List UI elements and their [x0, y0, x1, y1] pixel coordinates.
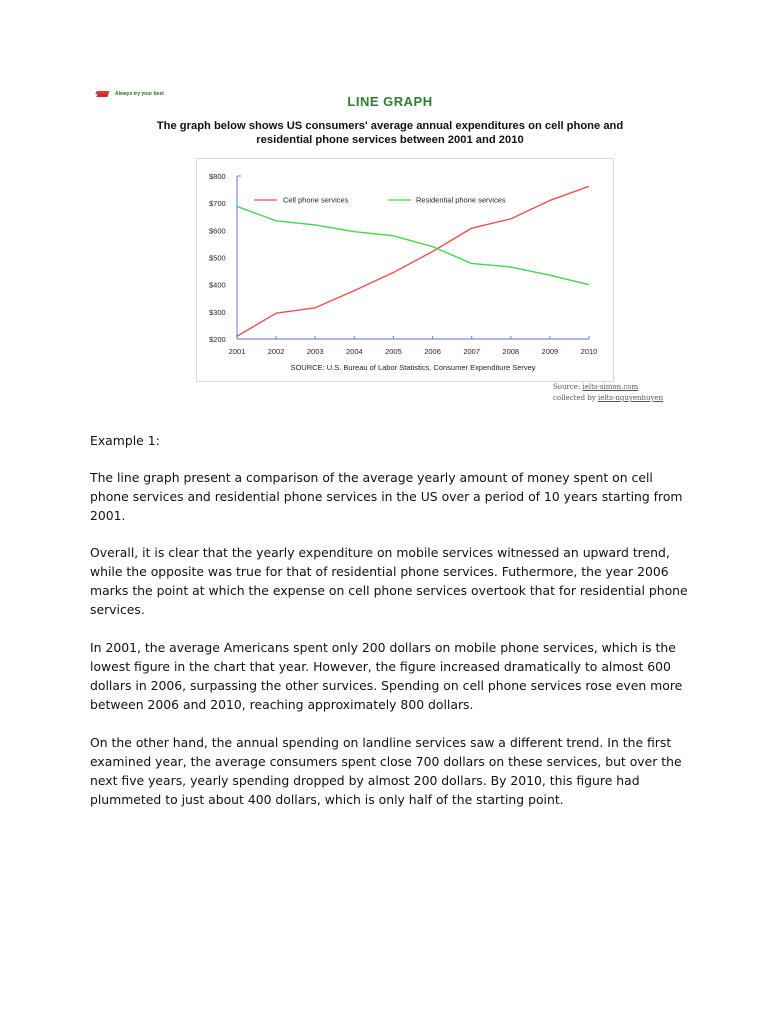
y-tick-label: $800 — [209, 172, 226, 181]
x-tick-label: 2008 — [502, 347, 520, 356]
source-credit — [553, 383, 638, 391]
y-tick-label: $300 — [209, 307, 226, 317]
collector-credit-link[interactable]: ielts-nguyenhuyen — [598, 394, 664, 402]
chart-source-label: SOURCE: U.S. Bureau of Labor Statistics, Consumer Expenditure Servey — [290, 363, 536, 372]
x-tick-label: 2010 — [580, 347, 598, 356]
paragraph-landline — [90, 733, 690, 809]
legend-label: Cell phone services — [283, 195, 349, 205]
x-tick-label: 2007 — [463, 347, 481, 356]
paragraph-text: Overall, it is clear that the yearly expenditure on mobile services witnessed an upward trend, while the opposite was true for that of residential phone services. Futhermore, the year 2006 marks the point at which the expense on cell phone services overtook that for residential phone services. — [90, 545, 688, 617]
y-tick-label: $200 — [209, 335, 226, 344]
x-tick-label: 2009 — [541, 347, 559, 356]
line-chart-frame — [196, 158, 614, 382]
figure-heading: LINE GRAPH — [347, 94, 433, 109]
figure-subtitle — [100, 119, 680, 147]
collector-credit — [553, 394, 663, 402]
legend-label: Residential phone services — [416, 195, 506, 205]
y-tick-label: $400 — [209, 280, 226, 290]
example-label — [90, 431, 690, 450]
y-tick-label: $500 — [209, 253, 226, 263]
y-tick-label: $700 — [209, 199, 226, 209]
paragraph-cell-phone — [90, 638, 690, 714]
y-tick-label: $600 — [209, 226, 226, 236]
figure-subtitle-line: The graph below shows US consumers' average annual expenditures on cell phone and — [156, 120, 624, 132]
source-credit-link[interactable]: ielts-simon.com — [582, 383, 639, 391]
example-label-text: Example 1: — [90, 433, 160, 448]
x-tick-label: 2004 — [345, 347, 363, 356]
paragraph-intro — [90, 468, 690, 525]
collector-credit-label: collected by — [553, 394, 598, 402]
x-tick-label: 2002 — [267, 347, 285, 356]
cell-phone-series-line — [237, 186, 589, 336]
paragraph-overview — [90, 543, 690, 619]
paragraph-text: In 2001, the average Americans spent only 200 dollars on mobile phone services, which is the lowest figure in the chart that year. However, the figure increased dramatically to almost 600 dollars in 2006, surpassing the other survices. Spending on cell phone services rose even more between 2006 and 2010, reaching approximately 800 dollars. — [90, 640, 683, 712]
x-tick-label: 2005 — [385, 347, 402, 356]
line-chart — [197, 159, 613, 381]
brand-tagline: Always try your best — [115, 91, 164, 97]
x-tick-label: 2006 — [424, 347, 441, 356]
paragraph-text: The line graph present a comparison of the average yearly amount of money spent on cell phone services and residential phone services in the US over a period of 10 years starting from 2001. — [90, 470, 683, 523]
residential-series-line — [237, 206, 589, 284]
figure-subtitle-line: residential phone services between 2001 and 2010 — [256, 134, 524, 146]
source-credit-label: Source: — [553, 383, 583, 391]
x-tick-label: 2003 — [306, 347, 324, 356]
paragraph-text: On the other hand, the annual spending on landline services saw a different trend. In the first examined year, the average consumers spent close 700 dollars on these services, but over the next five years, yearly spending dropped by almost 200 dollars. By 2010, this figure had plummeted to just about 400 dollars, which is only half of the starting point. — [90, 735, 682, 807]
x-tick-label: 2001 — [228, 347, 246, 356]
